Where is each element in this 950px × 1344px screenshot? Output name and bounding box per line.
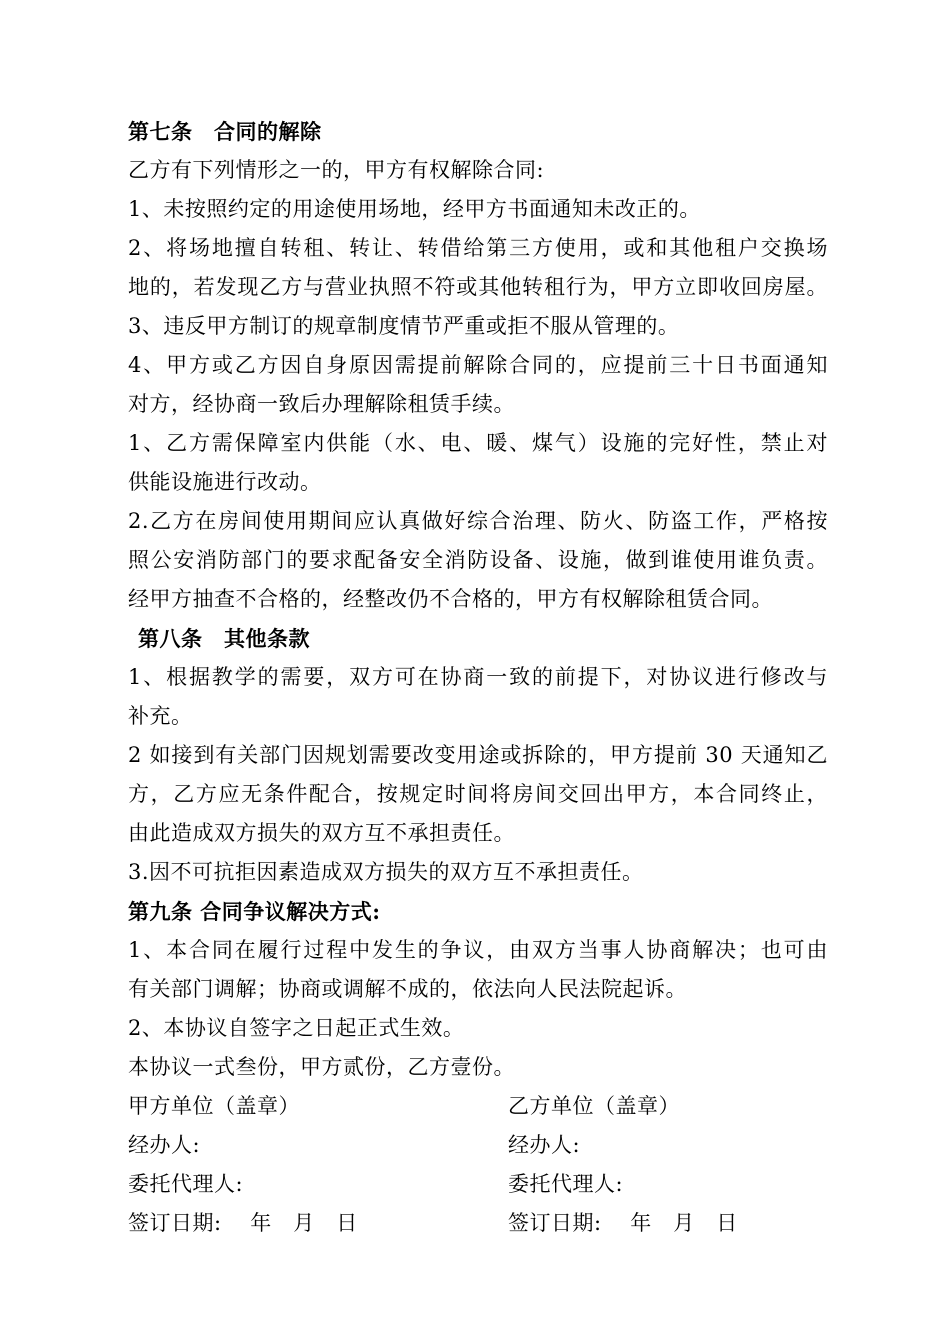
party-a-unit: 甲方单位（盖章） [128, 1094, 300, 1118]
text-line-14: 第八条 其他条款 [138, 626, 310, 651]
party-b-handler: 经办人: [508, 1133, 581, 1157]
text-line-20: 3.因不可抗拒因素造成双方损失的双方互不承担责任。 [128, 860, 644, 884]
signature-row-date [128, 1204, 828, 1243]
text-line-1: 第七条 合同的解除 [128, 119, 322, 144]
signature-row-agent [128, 1165, 828, 1204]
party-a-agent: 委托代理人: [128, 1172, 244, 1196]
text-line-8: 对方，经协商一致后办理解除租赁手续。 [128, 392, 515, 416]
text-line-7: 4、甲方或乙方因自身原因需提前解除合同的，应提前三十日书面通知 [128, 353, 828, 377]
text-line-22: 1、本合同在履行过程中发生的争议，由双方当事人协商解决；也可由 [128, 938, 828, 962]
text-line-5: 地的，若发现乙方与营业执照不符或其他转租行为，甲方立即收回房屋。 [128, 275, 828, 299]
text-line-17: 2 如接到有关部门因规划需要改变用途或拆除的，甲方提前 30 天通知乙 [128, 743, 828, 767]
text-line-19: 由此造成双方损失的双方互不承担责任。 [128, 821, 515, 845]
text-line-18: 方，乙方应无条件配合，按规定时间将房间交回出甲方，本合同终止， [128, 782, 828, 806]
text-line-24: 2、本协议自签字之日起正式生效。 [128, 1016, 465, 1040]
party-a-date: 签订日期: 年 月 日 [128, 1211, 358, 1235]
text-line-9: 1、乙方需保障室内供能（水、电、暖、煤气）设施的完好性，禁止对 [128, 431, 828, 455]
text-line-3: 1、未按照约定的用途使用场地，经甲方书面通知未改正的。 [128, 197, 701, 221]
text-line-15: 1、根据教学的需要，双方可在协商一致的前提下，对协议进行修改与 [128, 665, 828, 689]
text-line-10: 供能设施进行改动。 [128, 470, 322, 494]
text-line-25: 本协议一式叁份，甲方贰份，乙方壹份。 [128, 1055, 515, 1079]
party-b-unit: 乙方单位（盖章） [508, 1094, 680, 1118]
text-line-12: 照公安消防部门的要求配备安全消防设备、设施，做到谁使用谁负责。 [128, 548, 828, 572]
text-line-13: 经甲方抽查不合格的，经整改仍不合格的，甲方有权解除租赁合同。 [128, 587, 773, 611]
text-line-6: 3、违反甲方制订的规章制度情节严重或拒不服从管理的。 [128, 314, 680, 338]
signature-block [128, 1087, 828, 1243]
text-line-4: 2、将场地擅自转租、转让、转借给第三方使用，或和其他租户交换场 [128, 236, 828, 260]
text-line-11: 2.乙方在房间使用期间应认真做好综合治理、防火、防盗工作，严格按 [128, 509, 828, 533]
text-line-21: 第九条 合同争议解决方式: [128, 899, 381, 924]
signature-row-party [128, 1087, 828, 1126]
text-line-23: 有关部门调解；协商或调解不成的，依法向人民法院起诉。 [128, 977, 687, 1001]
contract-page [128, 112, 828, 1243]
text-line-16: 补充。 [128, 704, 193, 728]
text-line-2: 乙方有下列情形之一的，甲方有权解除合同: [128, 158, 545, 182]
party-a-handler: 经办人: [128, 1133, 201, 1157]
contract-body [128, 112, 828, 1087]
signature-row-handler [128, 1126, 828, 1165]
party-b-agent: 委托代理人: [508, 1172, 624, 1196]
party-b-date: 签订日期: 年 月 日 [508, 1211, 738, 1235]
